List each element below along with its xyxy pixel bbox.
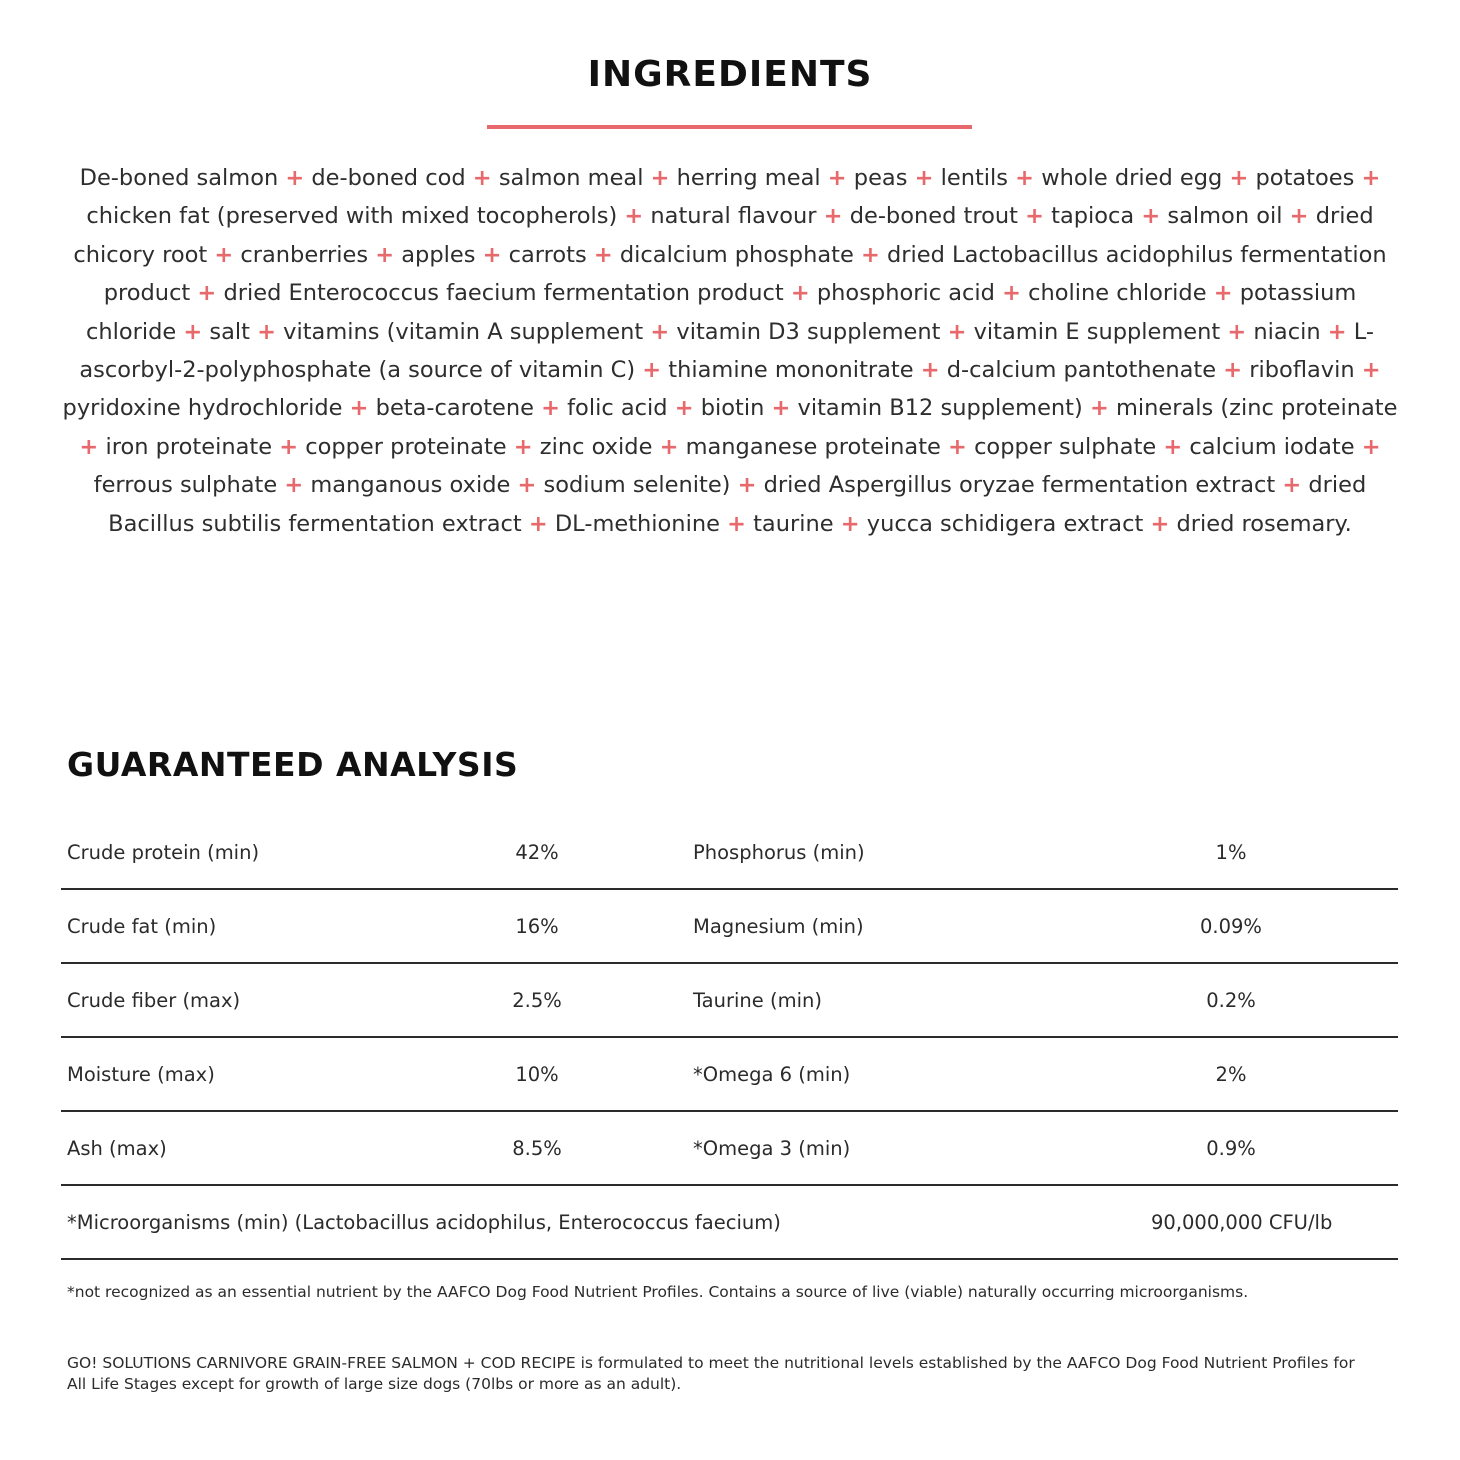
plus-separator-icon: + bbox=[827, 165, 847, 191]
ingredient-item: ferrous sulphate bbox=[93, 472, 278, 499]
nutrient-label: Taurine (min) bbox=[693, 989, 822, 1012]
title-underline bbox=[487, 125, 972, 129]
ingredient-item: dried rosemary. bbox=[1176, 510, 1352, 537]
nutrient-value: 0.9% bbox=[1206, 1137, 1256, 1160]
ingredient-item: dicalcium phosphate bbox=[619, 241, 854, 268]
ingredient-item: apples bbox=[401, 241, 476, 268]
plus-separator-icon: + bbox=[1361, 357, 1381, 384]
ingredient-item: dried Enterococcus faecium fermentation product bbox=[223, 280, 784, 307]
nutrient-label: Moisture (max) bbox=[67, 1063, 215, 1086]
ingredient-item: manganese proteinate bbox=[685, 433, 941, 460]
plus-separator-icon: + bbox=[840, 510, 860, 537]
ingredient-item: L-ascorbyl-2-polyphosphate (a source of vitamin C) bbox=[79, 318, 1375, 384]
nutrient-label: Ash (max) bbox=[67, 1137, 167, 1160]
plus-separator-icon: + bbox=[823, 203, 843, 230]
ingredient-item: vitamin E supplement bbox=[973, 318, 1221, 345]
ingredient-item: salmon meal bbox=[498, 165, 644, 191]
plus-separator-icon: + bbox=[1361, 433, 1381, 460]
nutrient-value: 0.09% bbox=[1200, 915, 1262, 938]
ingredient-item: pyridoxine hydrochloride bbox=[62, 395, 343, 422]
nutrient-value: 90,000,000 CFU/lb bbox=[1151, 1211, 1333, 1234]
plus-separator-icon: + bbox=[1163, 433, 1183, 460]
plus-separator-icon: + bbox=[183, 318, 203, 345]
plus-separator-icon: + bbox=[279, 433, 299, 460]
ingredient-item: chicken fat (preserved with mixed tocopherols) bbox=[86, 203, 618, 230]
nutrient-value: 2% bbox=[1215, 1063, 1247, 1086]
plus-separator-icon: + bbox=[1213, 280, 1233, 307]
nutrient-label: *Microorganisms (min) (Lactobacillus acidophilus, Enterococcus faecium) bbox=[67, 1211, 781, 1234]
plus-separator-icon: + bbox=[1150, 510, 1170, 537]
ingredient-item: phosphoric acid bbox=[816, 280, 995, 307]
plus-separator-icon: + bbox=[1229, 165, 1249, 191]
ingredient-item: iron proteinate bbox=[105, 433, 273, 460]
plus-separator-icon: + bbox=[659, 433, 679, 460]
nutrient-label: Magnesium (min) bbox=[693, 915, 864, 938]
ingredient-item: tapioca bbox=[1051, 203, 1135, 230]
footnote: *not recognized as an essential nutrient by the AAFCO Dog Food Nutrient Profiles. Contains a source of live (viable) naturally occurring microorganisms. bbox=[67, 1283, 1249, 1301]
plus-separator-icon: + bbox=[727, 510, 746, 537]
nutrient-value: 16% bbox=[515, 915, 559, 938]
plus-separator-icon: + bbox=[1002, 280, 1021, 307]
nutrient-value: 1% bbox=[1215, 841, 1247, 864]
plus-separator-icon: + bbox=[1282, 472, 1302, 499]
ingredient-item: d-calcium pantothenate bbox=[946, 357, 1217, 384]
plus-separator-icon: + bbox=[541, 395, 560, 422]
ingredient-item: salmon oil bbox=[1167, 203, 1283, 230]
ingredient-item: potassium chloride bbox=[85, 280, 1357, 345]
ingredient-item: potatoes bbox=[1255, 165, 1355, 191]
table-row bbox=[61, 1112, 1398, 1186]
plus-separator-icon: + bbox=[1289, 203, 1309, 230]
ingredient-item: calcium iodate bbox=[1189, 433, 1355, 460]
plus-separator-icon: + bbox=[650, 165, 670, 191]
plus-separator-icon: + bbox=[650, 318, 670, 345]
plus-separator-icon: + bbox=[860, 241, 880, 268]
table-row bbox=[61, 1038, 1398, 1112]
nutrient-label: Crude protein (min) bbox=[67, 841, 260, 864]
nutrient-label: *Omega 3 (min) bbox=[693, 1137, 851, 1160]
plus-separator-icon: + bbox=[284, 472, 304, 499]
ingredient-item: de-boned trout bbox=[849, 203, 1018, 230]
nutrient-value: 10% bbox=[515, 1063, 559, 1086]
plus-separator-icon: + bbox=[1327, 318, 1347, 345]
ingredient-item: DL-methionine bbox=[554, 510, 720, 537]
ingredient-item: thiamine mononitrate bbox=[668, 357, 914, 384]
ingredient-item: dried chicory root bbox=[73, 203, 1374, 268]
ingredient-item: dried Aspergillus oryzae fermentation extract bbox=[763, 472, 1276, 499]
ingredient-item: De-boned salmon bbox=[79, 165, 279, 191]
ingredient-item: vitamins (vitamin A supplement bbox=[283, 318, 644, 345]
ingredient-item: zinc oxide bbox=[539, 433, 653, 460]
plus-separator-icon: + bbox=[914, 165, 934, 191]
plus-separator-icon: + bbox=[349, 395, 369, 422]
ingredients-list bbox=[60, 159, 1400, 543]
ingredient-item: sodium selenite) bbox=[543, 472, 731, 499]
ingredient-item: taurine bbox=[753, 510, 834, 537]
plus-separator-icon: + bbox=[482, 241, 502, 268]
ingredient-item: cranberries bbox=[240, 241, 369, 268]
table-row bbox=[61, 964, 1398, 1038]
plus-separator-icon: + bbox=[1227, 318, 1247, 345]
ingredient-item: copper sulphate bbox=[974, 433, 1157, 460]
plus-separator-icon: + bbox=[79, 433, 99, 460]
ingredient-item: minerals (zinc proteinate bbox=[1115, 395, 1398, 422]
nutrient-value: 0.2% bbox=[1206, 989, 1256, 1012]
table-row bbox=[61, 890, 1398, 964]
ingredient-item: de-boned cod bbox=[311, 165, 466, 191]
ingredient-item: niacin bbox=[1253, 318, 1321, 345]
plus-separator-icon: + bbox=[790, 280, 810, 307]
plus-separator-icon: + bbox=[920, 357, 940, 384]
ingredient-item: whole dried egg bbox=[1041, 165, 1223, 191]
plus-separator-icon: + bbox=[285, 165, 305, 191]
ingredient-item: peas bbox=[853, 165, 908, 191]
plus-separator-icon: + bbox=[513, 433, 533, 460]
plus-separator-icon: + bbox=[674, 395, 694, 422]
ingredient-item: natural flavour bbox=[650, 203, 817, 230]
ingredient-item: manganous oxide bbox=[310, 472, 511, 499]
plus-separator-icon: + bbox=[1223, 357, 1243, 384]
ingredient-item: biotin bbox=[700, 395, 765, 422]
plus-separator-icon: + bbox=[947, 318, 967, 345]
table-row bbox=[61, 1186, 1398, 1260]
plus-separator-icon: + bbox=[197, 280, 217, 307]
ingredient-item: folic acid bbox=[567, 395, 668, 422]
plus-separator-icon: + bbox=[737, 472, 757, 499]
nutrient-value: 42% bbox=[515, 841, 559, 864]
plus-separator-icon: + bbox=[593, 241, 613, 268]
plus-separator-icon: + bbox=[1015, 165, 1035, 191]
plus-separator-icon: + bbox=[375, 241, 395, 268]
ingredient-item: herring meal bbox=[676, 165, 821, 191]
ingredient-item: vitamin D3 supplement bbox=[676, 318, 941, 345]
nutrient-label: Crude fiber (max) bbox=[67, 989, 241, 1012]
ingredient-item: choline chloride bbox=[1028, 280, 1207, 307]
plus-separator-icon: + bbox=[1089, 395, 1109, 422]
plus-separator-icon: + bbox=[771, 395, 791, 422]
aafco-statement: GO! SOLUTIONS CARNIVORE GRAIN-FREE SALMON + COD RECIPE is formulated to meet the nutritional levels established by the AAFCO Dog Food Nutrient Profiles for All Life Stages except for growth of large size dogs (70lbs or more as an adult). bbox=[67, 1354, 1355, 1393]
plus-separator-icon: + bbox=[257, 318, 277, 345]
ingredient-item: beta-carotene bbox=[375, 395, 534, 422]
plus-separator-icon: + bbox=[1141, 203, 1161, 230]
ingredient-item: carrots bbox=[508, 241, 587, 268]
ingredient-item: yucca schidigera extract bbox=[866, 510, 1144, 537]
plus-separator-icon: + bbox=[472, 165, 492, 191]
plus-separator-icon: + bbox=[948, 433, 967, 460]
plus-separator-icon: + bbox=[1025, 203, 1044, 230]
ingredient-item: riboflavin bbox=[1249, 357, 1355, 384]
ingredient-item: copper proteinate bbox=[305, 433, 507, 460]
plus-separator-icon: + bbox=[624, 203, 644, 230]
ingredient-item: vitamin B12 supplement) bbox=[797, 395, 1083, 422]
table-row bbox=[61, 816, 1398, 890]
nutrient-label: Phosphorus (min) bbox=[693, 841, 865, 864]
ingredient-item: salt bbox=[209, 318, 250, 345]
ingredient-item: dried Bacillus subtilis fermentation extract bbox=[108, 472, 1367, 537]
nutrient-value: 2.5% bbox=[512, 989, 562, 1012]
plus-separator-icon: + bbox=[214, 241, 234, 268]
guaranteed-analysis-title: GUARANTEED ANALYSIS bbox=[67, 745, 519, 784]
plus-separator-icon: + bbox=[642, 357, 662, 384]
nutrient-value: 8.5% bbox=[512, 1137, 562, 1160]
plus-separator-icon: + bbox=[1361, 165, 1381, 191]
nutrient-label: *Omega 6 (min) bbox=[693, 1063, 851, 1086]
plus-separator-icon: + bbox=[528, 510, 548, 537]
plus-separator-icon: + bbox=[517, 472, 537, 499]
guaranteed-analysis-table bbox=[61, 816, 1398, 1260]
ingredients-title: INGREDIENTS bbox=[587, 54, 873, 95]
ingredient-item: lentils bbox=[940, 165, 1009, 191]
ingredient-item: dried Lactobacillus acidophilus fermentation product bbox=[103, 241, 1387, 307]
nutrient-label: Crude fat (min) bbox=[67, 915, 217, 938]
